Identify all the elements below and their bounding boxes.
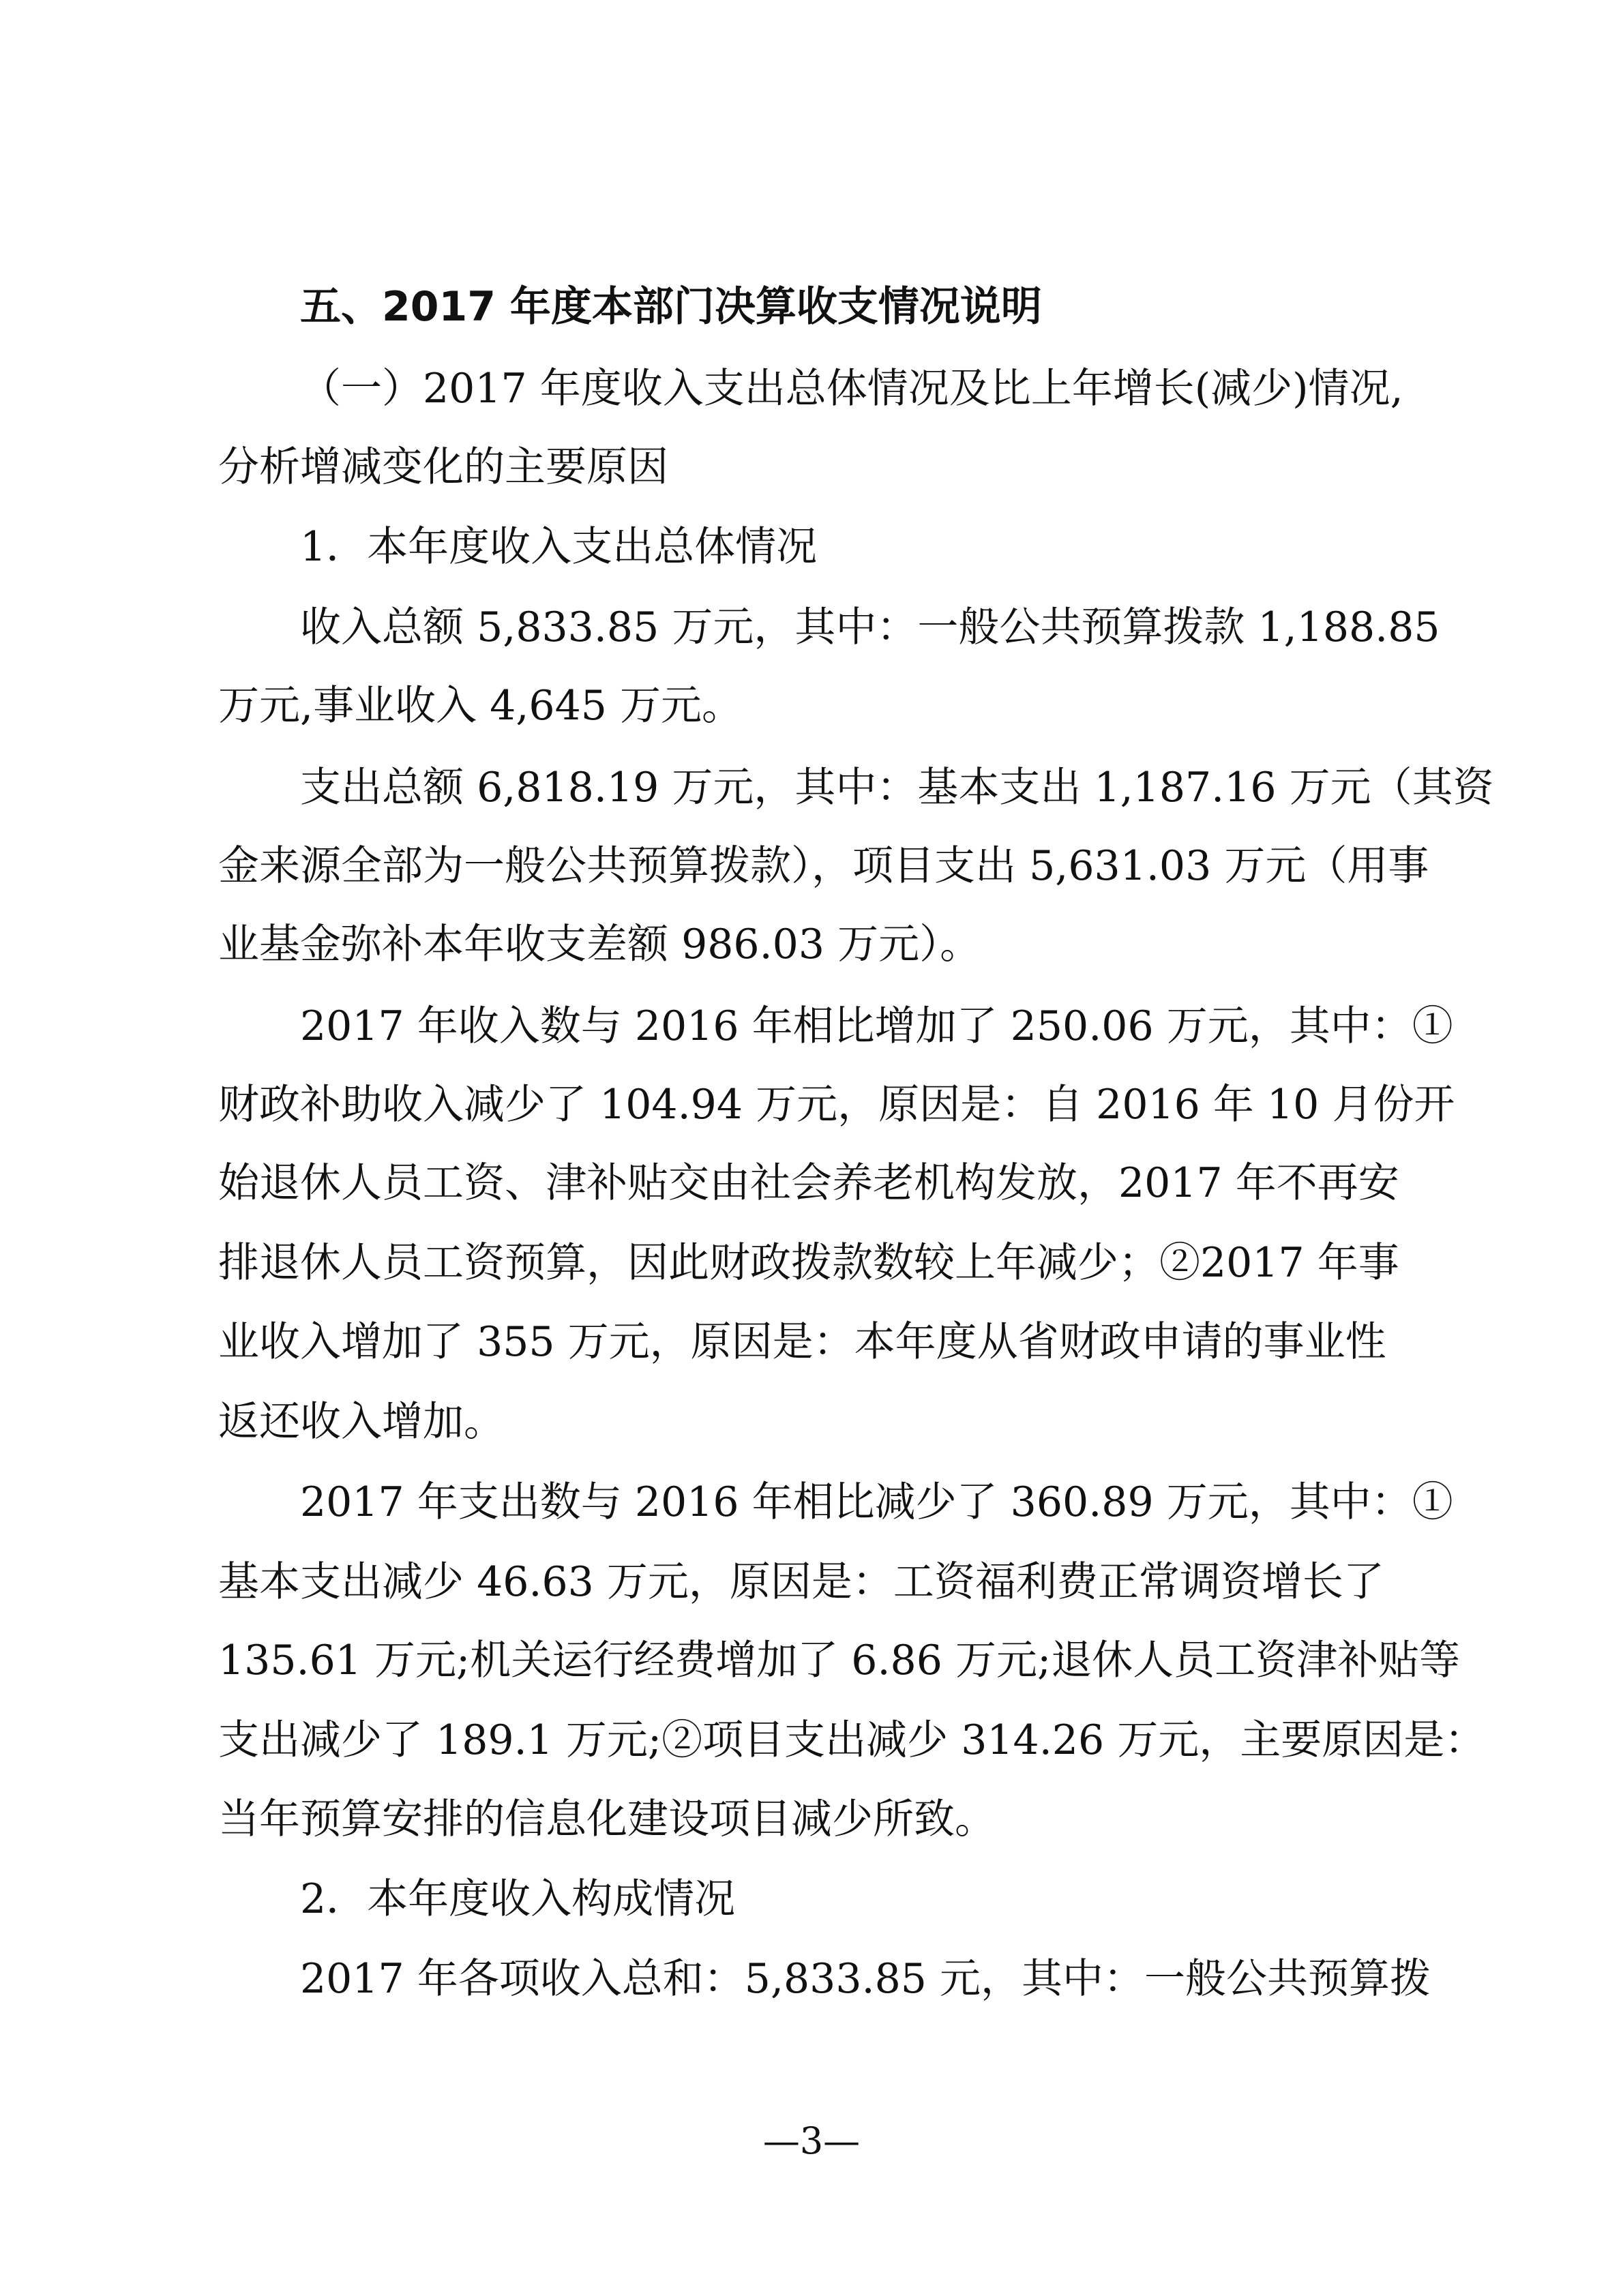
income-change-line-5: 业收入增加了 355 万元，原因是：本年度从省财政申请的事业性	[218, 1318, 1386, 1366]
expense-change-line-4: 支出减少了 189.1 万元;②项目支出减少 314.26 万元，主要原因是：	[218, 1716, 1486, 1764]
subsection-title-line-2: 分析增减变化的主要原因	[218, 443, 668, 491]
expense-change-line-2: 基本支出减少 46.63 万元，原因是：工资福利费正常调资增长了	[218, 1558, 1384, 1606]
expense-paragraph-line-2: 金来源全部为一般公共预算拨款），项目支出 5,631.03 万元（用事	[218, 842, 1429, 890]
expense-paragraph-line-1: 支出总额 6,818.19 万元，其中：基本支出 1,187.16 万元（其资	[300, 764, 1494, 811]
item-2-title: 2．本年度收入构成情况	[300, 1875, 736, 1923]
income-change-line-1: 2017 年收入数与 2016 年相比增加了 250.06 万元，其中：①	[300, 1002, 1453, 1050]
page-number: —3—	[762, 2119, 861, 2162]
income-structure-line-1: 2017 年各项收入总和：5,833.85 元，其中：一般公共预算拨	[300, 1955, 1431, 2003]
expense-paragraph-line-3: 业基金弥补本年收支差额 986.03 万元）。	[218, 921, 981, 968]
income-paragraph-line-1: 收入总额 5,833.85 万元，其中：一般公共预算拨款 1,188.85	[300, 603, 1440, 651]
item-1-title: 1．本年度收入支出总体情况	[300, 523, 818, 571]
income-change-line-4: 排退休人员工资预算，因此财政拨款数较上年减少；②2017 年事	[218, 1239, 1399, 1287]
expense-change-line-3: 135.61 万元;机关运行经费增加了 6.86 万元;退休人员工资津补贴等	[218, 1637, 1461, 1684]
income-change-line-6: 返还收入增加。	[218, 1398, 505, 1446]
income-paragraph-line-2: 万元,事业收入 4,645 万元。	[218, 682, 743, 730]
section-title: 五、2017 年度本部门决算收支情况说明	[300, 283, 1042, 331]
income-change-line-3: 始退休人员工资、津补贴交由社会养老机构发放，2017 年不再安	[218, 1159, 1399, 1207]
expense-change-line-1: 2017 年支出数与 2016 年相比减少了 360.89 万元，其中：①	[300, 1478, 1453, 1526]
income-change-line-2: 财政补助收入减少了 104.94 万元，原因是：自 2016 年 10 月份开	[218, 1081, 1455, 1129]
expense-change-line-5: 当年预算安排的信息化建设项目减少所致。	[218, 1795, 996, 1843]
subsection-title-line-1: （一）2017 年度收入支出总体情况及比上年增长(减少)情况,	[300, 365, 1403, 413]
